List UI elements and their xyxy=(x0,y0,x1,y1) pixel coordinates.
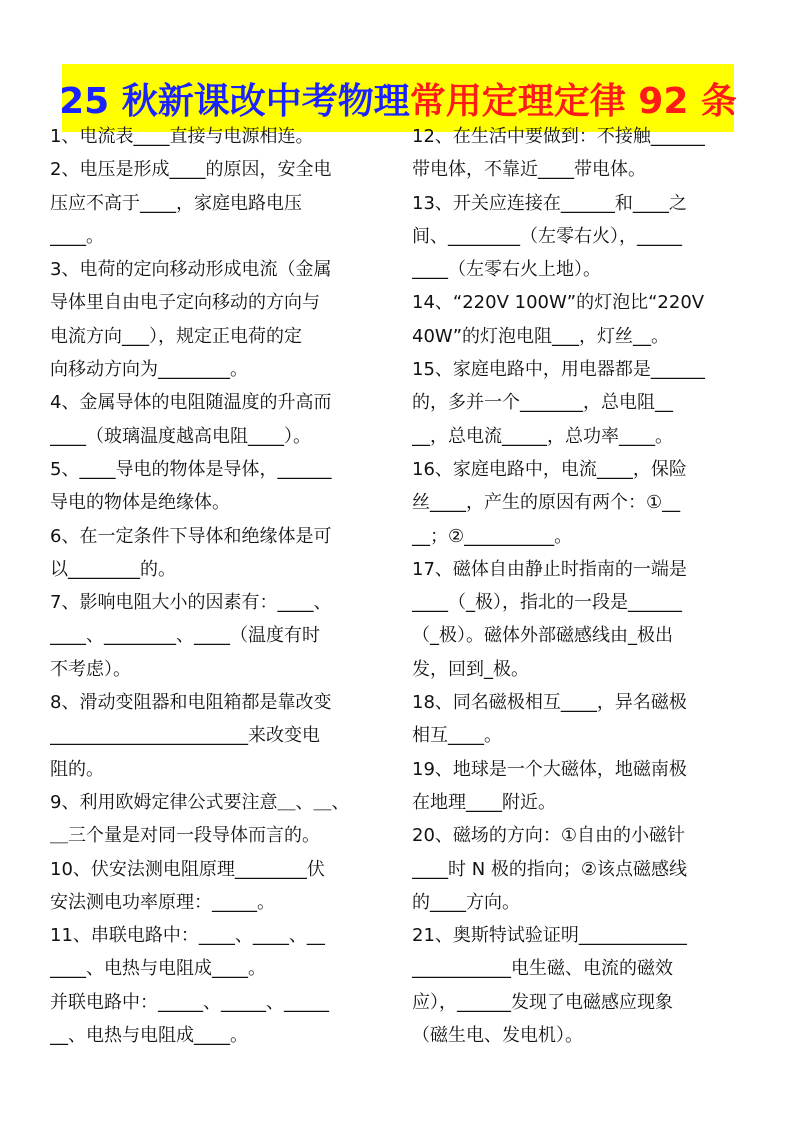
text-line: 丝____，产生的原因有两个：①__ xyxy=(412,492,681,514)
text-line: 相互____。 xyxy=(412,725,502,747)
text-line: 17、磁体自由静止时指南的一端是 xyxy=(412,558,687,580)
text-line: 9、利用欧姆定律公式要注意＿、＿、 xyxy=(50,791,350,813)
text-line: 2、电压是形成____的原因，安全电 xyxy=(50,159,332,181)
text-line: 40W”的灯泡电阻___，灯丝__。 xyxy=(412,325,670,347)
text-line: 15、家庭电路中，用电器都是______ xyxy=(412,359,705,381)
text-line: 压应不高于____，家庭电路电压 xyxy=(50,192,302,214)
text-line: 1、电流表____直接与电源相连。 xyxy=(50,126,314,147)
title-red-part: 常用定理定律 92 条 xyxy=(409,80,737,122)
text-line: __、电热与电阻成____。 xyxy=(50,1025,248,1047)
text-line: 5、____导电的物体是导体，______ xyxy=(50,458,332,480)
left-column xyxy=(50,120,395,1052)
text-line: 电流方向___），规定正电荷的定 xyxy=(50,325,302,347)
text-line: 10、伏安法测电阻原理________伏 xyxy=(50,858,325,880)
text-line: 20、磁场的方向：①自由的小磁针 xyxy=(412,825,686,847)
text-line: 阻的。 xyxy=(50,758,104,780)
text-line: 14、“220V 100W”的灯泡比“220V xyxy=(412,292,705,314)
text-line: __，总电流_____，总功率____。 xyxy=(412,425,673,447)
text-line: 不考虑）。 xyxy=(50,658,131,680)
text-line: 导体里自由电子定向移动的方向与 xyxy=(50,292,320,314)
text-line: 安法测电功率原理：_____。 xyxy=(50,891,275,913)
text-line: ____时 N 极的指向；②该点磁感线 xyxy=(412,858,688,880)
right-column xyxy=(412,120,752,1052)
text-line: 的，多并一个_______，总电阻__ xyxy=(412,392,673,414)
text-line: __；②__________。 xyxy=(412,525,573,547)
text-line: 13、开关应连接在______和____之 xyxy=(412,192,687,214)
text-line: 发，回到_极。 xyxy=(412,658,529,680)
text-line: ____（玻璃温度越高电阻____）。 xyxy=(50,425,311,447)
text-line: 向移动方向为________。 xyxy=(50,359,248,381)
text-line: 导电的物体是绝缘体。 xyxy=(50,492,230,514)
text-line: （_极）。磁体外部磁感线由_极出 xyxy=(412,625,673,647)
text-line: 带电体，不靠近____带电体。 xyxy=(412,159,646,181)
text-line: 并联电路中：_____、_____、_____ xyxy=(50,991,329,1013)
text-line: ___________电生磁、电流的磁效 xyxy=(412,958,673,980)
text-line: ____（左零右火上地）。 xyxy=(412,259,601,281)
text-line: （磁生电、发电机）。 xyxy=(412,1025,583,1047)
text-line: 4、金属导体的电阻随温度的升高而 xyxy=(50,392,332,414)
text-line: ____、________、____（温度有时 xyxy=(50,625,320,647)
text-line: 21、奥斯特试验证明____________ xyxy=(412,925,687,947)
text-line: 的____方向。 xyxy=(412,891,520,913)
text-line: ____、电热与电阻成____。 xyxy=(50,958,266,980)
text-line: 6、在一定条件下导体和绝缘体是可 xyxy=(50,525,332,547)
text-line: 16、家庭电路中，电流____，保险 xyxy=(412,458,687,480)
text-line: 8、滑动变阻器和电阻箱都是靠改变 xyxy=(50,692,332,714)
title-blue-part: 25 秋新课改中考物理 xyxy=(59,80,410,122)
text-line: 间、________（左零右火），_____ xyxy=(412,225,682,247)
text-line: 12、在生活中要做到：不接触______ xyxy=(412,126,705,147)
text-line: ____（_极），指北的一段是______ xyxy=(412,592,682,614)
text-line: 7、影响电阻大小的因素有：____、 xyxy=(50,592,332,614)
text-line: 18、同名磁极相互____，异名磁极 xyxy=(412,692,687,714)
text-line: 应），______发现了电磁感应现象 xyxy=(412,991,673,1013)
text-line: 11、串联电路中：____、____、__ xyxy=(50,925,325,947)
text-line: ＿三个量是对同一段导体而言的。 xyxy=(50,825,320,847)
text-line: ______________________来改变电 xyxy=(50,725,320,747)
text-line: 19、地球是一个大磁体，地磁南极 xyxy=(412,758,687,780)
text-line: 3、电荷的定向移动形成电流（金属 xyxy=(50,259,332,281)
text-line: ____。 xyxy=(50,225,104,247)
text-line: 在地理____附近。 xyxy=(412,791,556,813)
text-line: 以________的。 xyxy=(50,558,176,580)
